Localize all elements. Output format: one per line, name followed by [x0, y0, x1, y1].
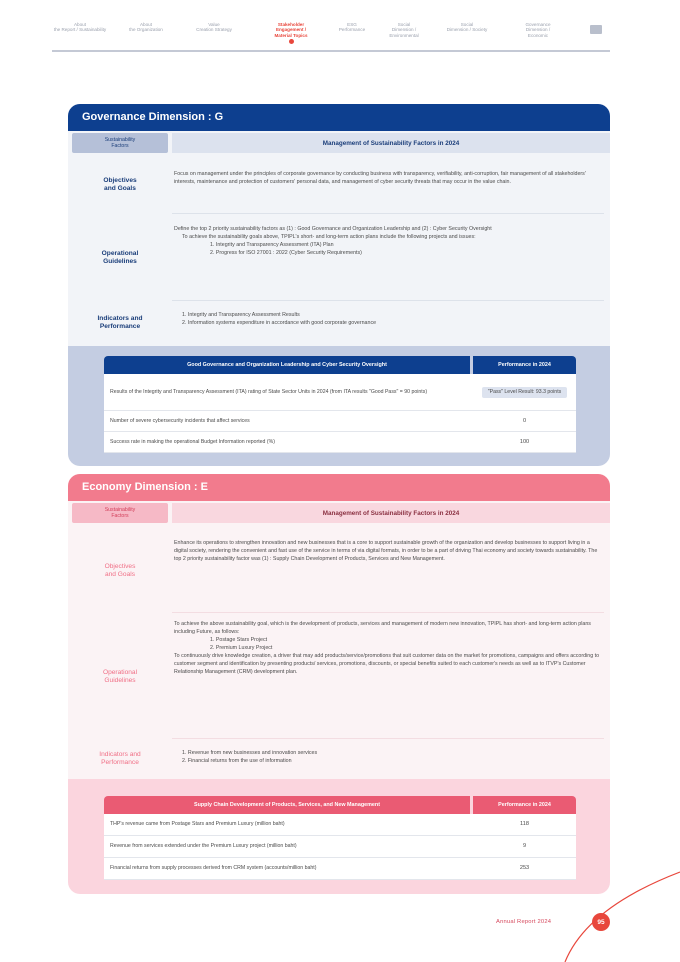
top-navigation — [52, 22, 610, 48]
governance-objectives-row — [68, 155, 610, 214]
nav-item-about-report[interactable]: About the Report / Sustainability — [53, 22, 107, 33]
row-label: Indicators and Performance — [97, 315, 143, 330]
result-badge: "Pass" Level Result: 93.3 points — [482, 387, 567, 398]
performance-year-header: Performance in 2024 — [473, 796, 576, 814]
governance-body — [68, 131, 610, 346]
table-row — [104, 432, 576, 453]
performance-topic-header: Good Governance and Organization Leadership and Cyber Security Oversight — [104, 356, 470, 374]
nav-item-society[interactable]: Social Dimension / Society — [446, 22, 488, 33]
economy-body — [68, 501, 610, 779]
management-column-label: Management of Sustainability Factors in 2024 — [172, 133, 610, 153]
row-label: Objectives and Goals — [104, 563, 136, 578]
economy-title: Economy Dimension : E — [68, 474, 610, 501]
row-label: Operational Guidelines — [102, 669, 138, 684]
factors-column-label: Sustainability Factors — [72, 503, 168, 523]
row-text: 1. Revenue from new businesses and innovation services 2. Financial returns from the use of information — [182, 750, 318, 764]
table-row — [104, 858, 576, 880]
value-cell: 9 — [522, 843, 527, 849]
row-divider — [172, 300, 604, 301]
governance-title: Governance Dimension : G — [68, 104, 610, 131]
row-text: 1. Integrity and Transparency Assessment Results 2. Information systems expenditure in accordance with good corporate governance — [182, 312, 377, 326]
performance-topic-header: Supply Chain Development of Products, Services, and New Management — [104, 796, 470, 814]
performance-year-header: Performance in 2024 — [473, 356, 576, 374]
performance-table-header — [104, 796, 576, 814]
table-row — [104, 814, 576, 836]
value-cell: 253 — [519, 865, 530, 871]
indicator-cell: Results of the Integrity and Transparency Assessment (ITA) rating of State Sector Units in 2024 (from ITA results "Good Pass" = 90 points) — [110, 388, 428, 395]
economy-performance-table — [104, 796, 576, 880]
page-grid-icon[interactable] — [590, 25, 602, 34]
indicator-cell: Success rate in making the operational Budget Information reported (%) — [110, 438, 275, 445]
value-cell: 100 — [519, 438, 530, 445]
governance-section — [68, 104, 610, 466]
row-label: Operational Guidelines — [101, 250, 139, 265]
annual-report-label: Annual Report 2024 — [496, 919, 552, 925]
nav-item-esg-performance[interactable]: ESG Performance — [338, 22, 366, 33]
row-text: Enhance its operations to strengthen innovation and new businesses that is a core to support sustainable growth of the organization and develop businesses to support living in a digital society, rendering the convenient and fast use of the service in terms of via digital formats, in order to be a part of driving Thai economy and society towards sustainability. The top 2 priority sustainability factor was (1) : Supply Chain Development of Products, Services and New Management. — [174, 540, 598, 562]
governance-performance-table — [104, 356, 576, 453]
indicator-cell: THP's revenue came from Postage Stars and Premium Luxury (million baht) — [110, 821, 285, 827]
nav-item-about-organization[interactable]: About the Organization — [129, 22, 163, 33]
economy-section — [68, 474, 610, 894]
governance-column-header — [68, 131, 610, 154]
factors-column-label: Sustainability Factors — [72, 133, 168, 153]
value-cell: 0 — [522, 417, 527, 424]
row-divider — [172, 213, 604, 214]
performance-table-header — [104, 356, 576, 374]
row-text: Focus on management under the principles of corporate governance by conducting business with transparency, verifiability, anti-corruption, fair management of all stakeholders' interests, maintenance and protection of customers' personal data, and management of cyber security threats that may occur in the value chain. — [174, 171, 586, 185]
row-label: Objectives and Goals — [103, 176, 137, 192]
indicator-cell: Number of severe cybersecurity incidents that affect services — [110, 417, 250, 424]
active-nav-indicator — [289, 39, 294, 44]
management-column-label: Management of Sustainability Factors in 2024 — [172, 503, 610, 523]
economy-guidelines-row — [68, 615, 610, 739]
governance-guidelines-row — [68, 215, 610, 301]
nav-divider — [52, 50, 610, 52]
row-divider — [172, 738, 604, 739]
table-row — [104, 374, 576, 411]
nav-item-value-creation[interactable]: Value Creation Strategy — [196, 22, 232, 33]
indicator-cell: Revenue from services extended under the Premium Luxury project (million baht) — [110, 843, 297, 849]
economy-indicators-row — [68, 741, 610, 777]
row-text: To achieve the above sustainability goal, which is the development of products, services and management of modern new innovation, TPIPL has short- and long-term action plans including Future, as follows: 1. Postage Stars Project 2. Premium Luxury Project To continuously drive knowledge creation, a driver that may add products/service/promotions that suit customer data on the market for promotions, campaigns and offers according to customer segment and identification by presenting products/ services, promotions, discounts, or special benefits suited to each customer's needs as well as to ITVP's Customer Relationship Management (CRM) development plan. — [174, 621, 600, 675]
nav-item-stakeholder[interactable]: Stakeholder Engagement / Material Topics — [262, 22, 320, 44]
nav-item-governance[interactable]: Governance Dimension / Economic — [525, 22, 551, 38]
economy-column-header — [68, 501, 610, 524]
row-text: Define the top 2 priority sustainability factors as (1) : Good Governance and Organization Leadership and (2) : Cyber Security Oversight To achieve the sustainability goals above, TPIPL's short- and long-term action plans include the following projects and issues: 1. Integrity and Transparency Assessment (ITA) Plan 2. Progress for ISO 27001 : 2022 (Cyber Security Requirements) — [174, 226, 492, 256]
value-cell: 118 — [520, 821, 529, 827]
table-row — [104, 411, 576, 432]
governance-indicators-row — [68, 303, 610, 343]
table-row — [104, 836, 576, 858]
value-cell — [473, 374, 576, 410]
nav-item-environmental[interactable]: Social Dimension / Environmental — [389, 22, 419, 38]
economy-objectives-row — [68, 529, 610, 613]
row-divider — [172, 612, 604, 613]
row-label: Indicators and Performance — [99, 751, 141, 766]
indicator-cell: Financial returns from supply processes derived from CRM system (accounts/million baht) — [110, 865, 317, 871]
page-number: 95 — [592, 913, 610, 931]
